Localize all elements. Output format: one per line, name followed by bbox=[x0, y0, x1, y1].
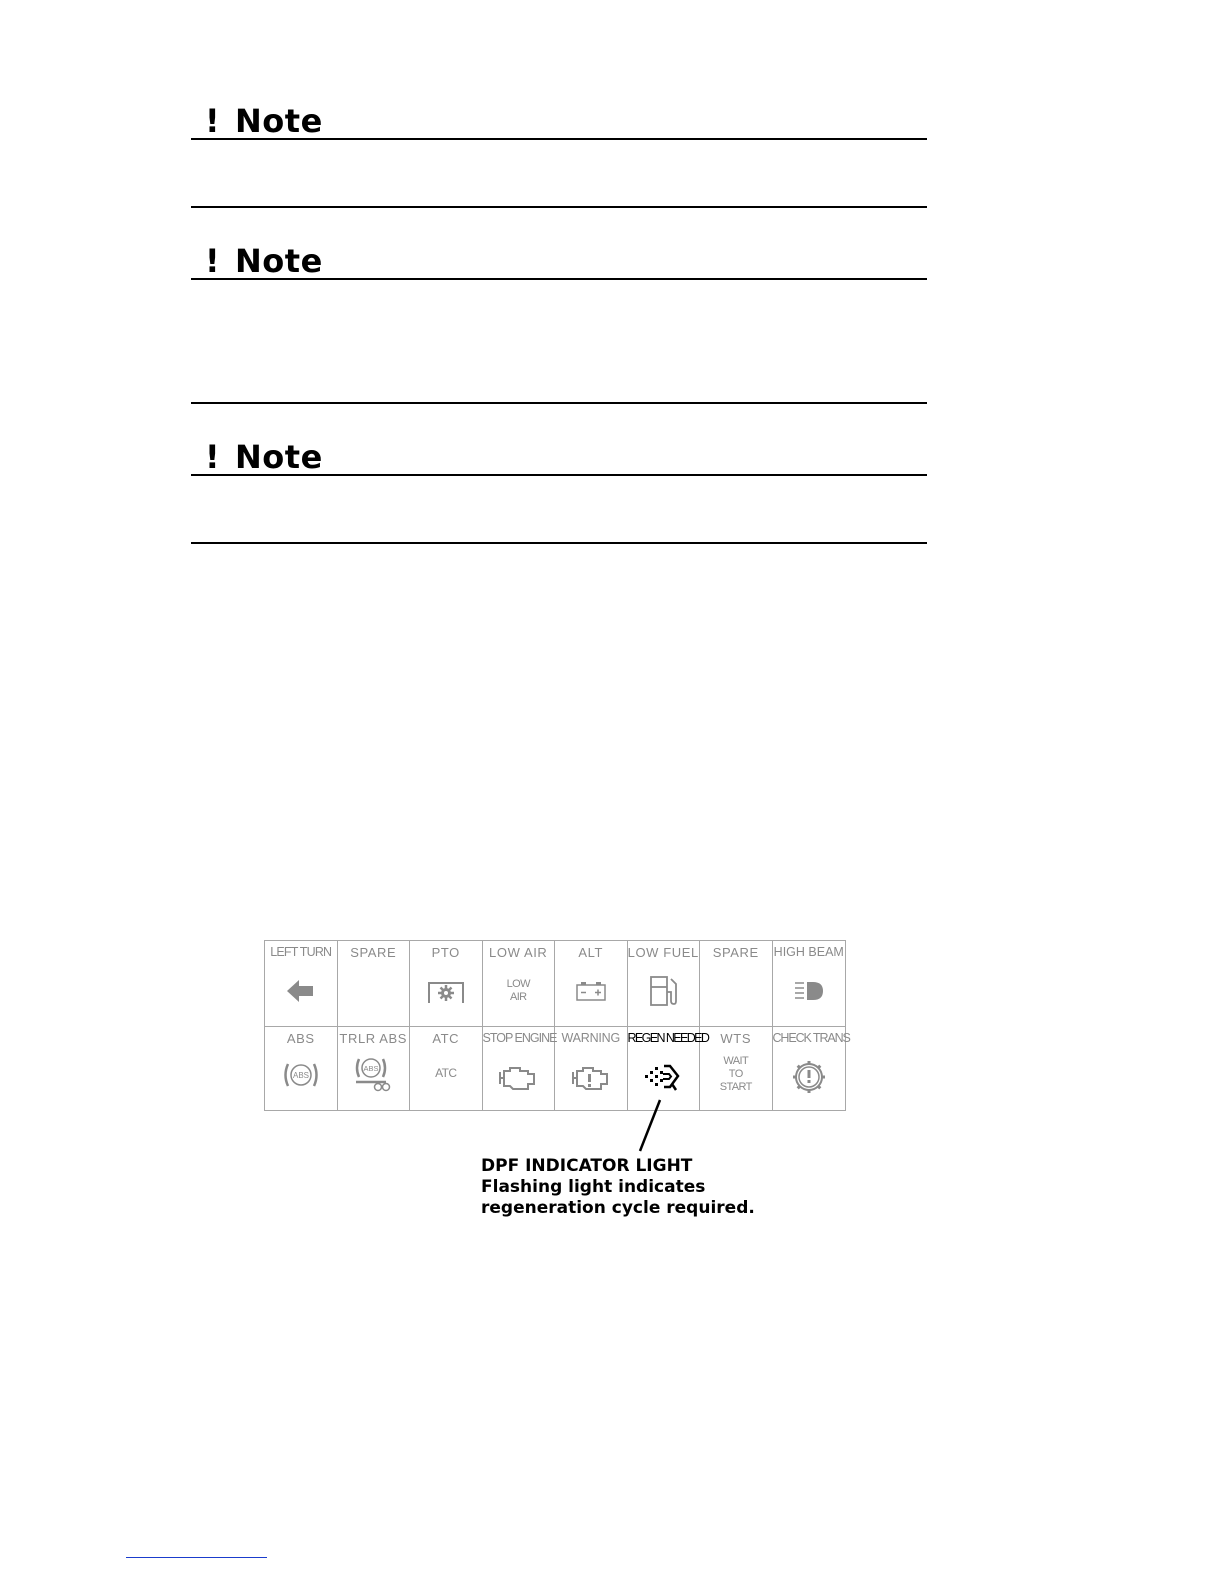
exclamation-icon: ! bbox=[205, 102, 220, 140]
note-box bbox=[191, 242, 927, 404]
icon-text-line: TO bbox=[728, 1068, 743, 1080]
indicator-label: ATC bbox=[432, 1031, 460, 1046]
indicator-label: WTS bbox=[720, 1031, 752, 1046]
fuel-pump-icon bbox=[628, 969, 700, 1013]
wait-to-start-text-icon bbox=[700, 1055, 772, 1094]
indicator-label: SPARE bbox=[712, 945, 759, 960]
indicator-label: ALT bbox=[578, 945, 604, 960]
trailer-abs-icon-text: ABS bbox=[363, 1064, 379, 1073]
note-body bbox=[191, 140, 927, 208]
engine-warning-icon bbox=[555, 1055, 627, 1099]
callout-title: DPF INDICATOR LIGHT bbox=[481, 1156, 693, 1176]
indicator-alt bbox=[555, 941, 628, 1027]
icon-text-line: START bbox=[719, 1081, 752, 1093]
note-box bbox=[191, 438, 927, 544]
left-arrow-icon bbox=[265, 969, 337, 1013]
low-air-text-icon bbox=[483, 978, 555, 1004]
abs-icon bbox=[265, 1053, 337, 1097]
indicator-label: TRLR ABS bbox=[339, 1031, 408, 1046]
indicator-regen-needed bbox=[627, 1027, 709, 1110]
indicator-label: SPARE bbox=[350, 945, 397, 960]
indicator-low-air bbox=[483, 941, 556, 1027]
indicator-label: ABS bbox=[286, 1031, 315, 1046]
indicator-label: STOP ENGINE bbox=[482, 1031, 557, 1045]
note-title: Note bbox=[235, 242, 323, 280]
indicator-stop-engine bbox=[483, 1027, 556, 1110]
indicator-label: LOW AIR bbox=[489, 945, 548, 960]
callout-line: Flashing light indicates bbox=[481, 1177, 706, 1197]
indicator-left-turn bbox=[265, 941, 338, 1027]
engine-icon bbox=[483, 1055, 555, 1099]
footnote-rule bbox=[126, 1557, 267, 1558]
indicator-low-fuel bbox=[628, 941, 701, 1027]
high-beam-icon bbox=[773, 969, 846, 1013]
indicator-label: REGEN NEEDED bbox=[627, 1031, 709, 1045]
indicator-label: HIGH BEAM bbox=[773, 945, 844, 959]
icon-text-line: LOW bbox=[506, 978, 530, 990]
note-title: Note bbox=[235, 102, 323, 140]
pto-gear-icon bbox=[410, 969, 482, 1013]
abs-icon-text: ABS bbox=[292, 1071, 309, 1080]
indicator-check-trans bbox=[772, 1027, 850, 1110]
note-body bbox=[191, 476, 927, 544]
indicator-label: WARNING bbox=[561, 1031, 621, 1045]
indicator-label: LEFT TURN bbox=[270, 945, 332, 959]
indicator-label: LOW FUEL bbox=[627, 945, 699, 960]
atc-text-icon bbox=[410, 1067, 482, 1080]
indicator-trailer-abs bbox=[338, 1027, 411, 1110]
indicator-high-beam bbox=[773, 941, 846, 1027]
check-trans-icon bbox=[773, 1055, 846, 1099]
callout-line: regeneration cycle required. bbox=[481, 1198, 755, 1218]
icon-text-line: WAIT bbox=[723, 1055, 749, 1067]
note-body bbox=[191, 280, 927, 404]
indicator-light-panel bbox=[264, 940, 850, 1111]
indicator-pto bbox=[410, 941, 483, 1027]
indicator-abs bbox=[265, 1027, 338, 1110]
exclamation-icon: ! bbox=[205, 242, 220, 280]
indicator-spare bbox=[338, 941, 411, 1027]
note-header bbox=[191, 242, 927, 280]
exclamation-icon: ! bbox=[205, 438, 220, 476]
trailer-abs-icon bbox=[338, 1051, 410, 1095]
indicator-spare bbox=[700, 941, 773, 1027]
dpf-regen-icon bbox=[628, 1055, 700, 1099]
note-header bbox=[191, 102, 927, 140]
indicator-atc bbox=[410, 1027, 483, 1110]
indicator-wts bbox=[700, 1027, 773, 1110]
indicator-label: CHECK TRANS bbox=[772, 1031, 850, 1045]
icon-text-line: AIR bbox=[509, 991, 527, 1003]
note-box bbox=[191, 102, 927, 208]
note-header bbox=[191, 438, 927, 476]
indicator-warning bbox=[555, 1027, 628, 1110]
battery-icon bbox=[555, 969, 627, 1013]
indicator-label: PTO bbox=[431, 945, 460, 960]
note-title: Note bbox=[235, 438, 323, 476]
icon-text-line: ATC bbox=[435, 1066, 457, 1080]
dpf-callout bbox=[481, 1156, 755, 1219]
